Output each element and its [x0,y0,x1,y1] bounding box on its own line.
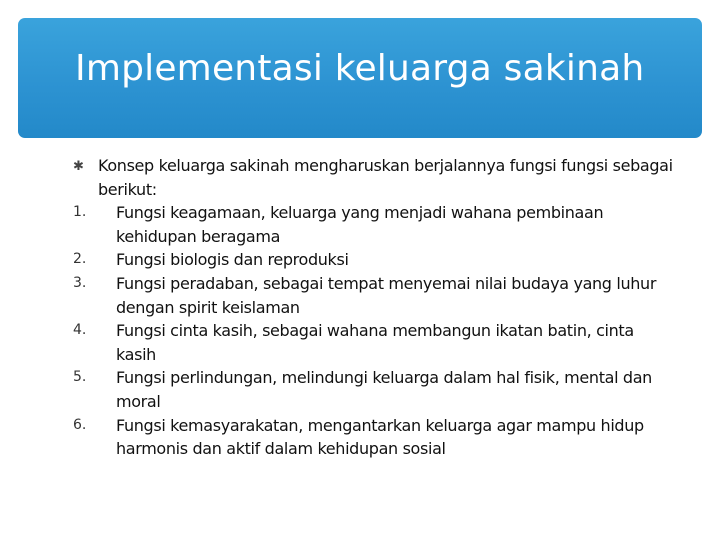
list-item [73,319,673,366]
item-text: Fungsi cinta kasih, sebagai wahana membangun ikatan batin, cinta kasih [116,321,634,364]
item-number: 6. [73,416,87,433]
list-item [73,201,673,248]
intro-bullet [73,154,673,201]
list-item [73,248,673,272]
item-number: 5. [73,369,87,386]
item-number: 2. [73,251,87,268]
item-text: Fungsi biologis dan reproduksi [116,250,349,270]
item-number: 1. [73,204,87,221]
slide-content [73,154,673,461]
item-number: 3. [73,274,87,291]
asterisk-bullet-icon: ✱ [73,159,84,174]
list-item [73,366,673,413]
item-number: 4. [73,322,87,339]
list-item [73,414,673,461]
item-text: Fungsi keagamaan, keluarga yang menjadi wahana pembinaan kehidupan beragama [116,203,604,246]
function-list [73,201,673,461]
slide-title: Implementasi keluarga sakinah [75,48,645,89]
item-text: Fungsi perlindungan, melindungi keluarga dalam hal fisik, mental dan moral [116,368,652,411]
item-text: Fungsi kemasyarakatan, mengantarkan keluarga agar mampu hidup harmonis dan aktif dalam kehidupan sosial [116,415,644,459]
item-text: Fungsi peradaban, sebagai tempat menyemai nilai budaya yang luhur dengan spirit keislaman [116,273,657,317]
intro-text: Konsep keluarga sakinah mengharuskan berjalannya fungsi fungsi sebagai berikut: [98,156,673,199]
list-item [73,272,673,319]
